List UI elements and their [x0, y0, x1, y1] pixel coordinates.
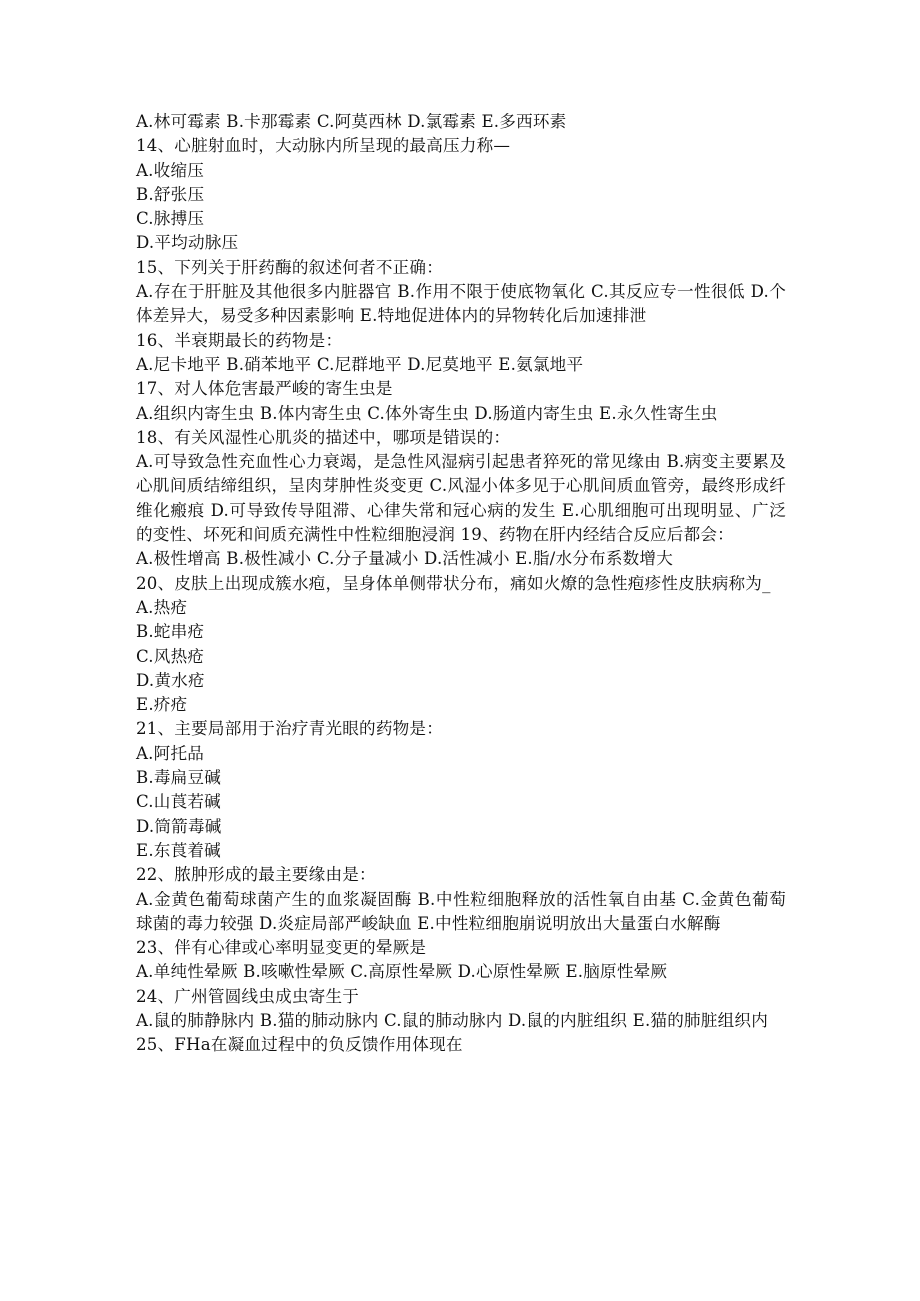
q22-question: 22、脓肿形成的最主要缘由是： [136, 865, 376, 885]
q21-option-a: A.阿托品 [136, 743, 205, 763]
q21-option-d: D.筒箭毒碱 [136, 816, 222, 836]
q20-option-c: C.风热疮 [136, 646, 205, 666]
q20-option-e: E.疥疮 [136, 695, 188, 715]
q17-options: A.组织内寄生虫 B.体内寄生虫 C.体外寄生虫 D.肠道内寄生虫 E.永久性寄生虫 [136, 403, 718, 423]
q15-options: A.存在于肝脏及其他很多内脏器官 B.作用不限于使底物氧化 C.其反应专一性很低 D.个体差异大，易受多种因素影响 E.特地促进体内的异物转化后加速排泄 [136, 282, 786, 326]
q14-question: 14、心脏射血时，大动脉内所呈现的最高压力称— [136, 136, 511, 156]
q18-question: 18、有关风湿性心肌炎的描述中，哪项是错误的： [136, 427, 511, 447]
q13-options: A.林可霉素 B.卡那霉素 C.阿莫西林 D.氯霉素 E.多西环素 [136, 112, 567, 131]
q21-option-c: C.山莨若碱 [136, 792, 221, 812]
q23-options: A.单纯性晕厥 B.咳嗽性晕厥 C.高原性晕厥 D.心原性晕厥 E.脑原性晕厥 [136, 962, 668, 982]
q22-options: A.金黄色葡萄球菌产生的血浆凝固酶 B.中性粒细胞释放的活性氧自由基 C.金黄色葡萄球菌的毒力较强 D.炎症局部严峻缺血 E.中性粒细胞崩说明放出大量蛋白水解酶 [136, 889, 786, 933]
document-body [136, 110, 786, 1058]
q16-question: 16、半衰期最长的药物是： [136, 330, 343, 350]
q15-question: 15、下列关于肝药酶的叙述何者不正确： [136, 257, 444, 277]
q24-question: 24、广州管圆线虫成虫寄生于 [136, 986, 360, 1006]
q14-option-b: B.舒张压 [136, 184, 205, 204]
q20-option-d: D.黄水疮 [136, 670, 205, 690]
q25-question: 25、FHa在凝血过程中的负反馈作用体现在 [136, 1035, 463, 1055]
q21-question: 21、主要局部用于治疗青光眼的药物是： [136, 719, 444, 739]
q16-options: A.尼卡地平 B.硝苯地平 C.尼群地平 D.尼莫地平 E.氨氯地平 [136, 354, 584, 374]
q24-options: A.鼠的肺静脉内 B.猫的肺动脉内 C.鼠的肺动脉内 D.鼠的内脏组织 E.猫的肺脏组织内 [136, 1010, 768, 1030]
q14-option-a: A.收缩压 [136, 160, 205, 180]
q20-option-b: B.蛇串疮 [136, 622, 205, 642]
q23-question: 23、伴有心律或心率明显变更的晕厥是 [136, 938, 427, 958]
q19-options: A.极性增高 B.极性减小 C.分子量减小 D.活性减小 E.脂/水分布系数增大 [136, 549, 674, 569]
q21-option-e: E.东莨着碱 [136, 840, 221, 860]
q14-option-d: D.平均动脉压 [136, 233, 239, 253]
q21-option-b: B.毒扁豆碱 [136, 768, 222, 788]
q14-option-c: C.脉搏压 [136, 209, 205, 229]
q17-question: 17、对人体危害最严峻的寄生虫是 [136, 379, 393, 399]
q20-option-a: A.热疮 [136, 597, 188, 617]
q20-question: 20、皮肤上出现成簇水疱，呈身体单侧带状分布，痛如火燎的急性疱疹性皮肤病称为_ [136, 573, 771, 593]
q18-options: A.可导致急性充血性心力衰竭，是急性风湿病引起患者猝死的常见缘由 B.病变主要累及心肌间质结缔组织，呈肉芽肿性炎变更 C.风湿小体多见于心肌间质血管旁，最终形成纤维化瘢痕 D.可导致传导阻滞、心律失常和冠心病的发生 E.心肌细胞可出现明显、广泛的变性、坏死和间质充满性中性粒细胞浸润 19、药物在肝内经结合反应后都会： [136, 452, 786, 545]
